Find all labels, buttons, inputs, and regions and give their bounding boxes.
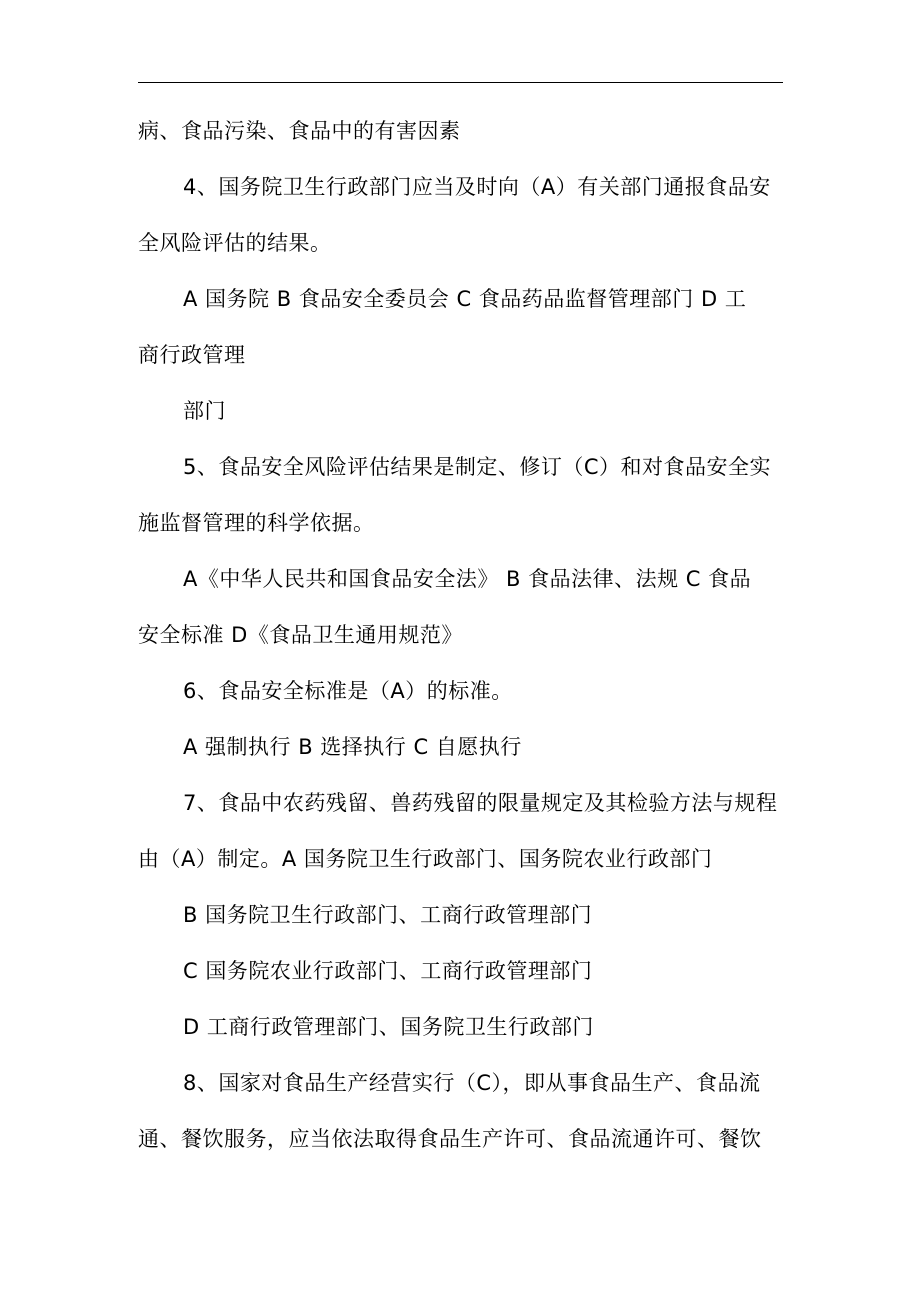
text-line-1: 病、食品污染、食品中的有害因素 [138, 119, 461, 143]
question-8-line-2: 通、餐饮服务，应当依法取得食品生产许可、食品流通许可、餐饮 [138, 1127, 762, 1151]
question-7-option-d: D 工商行政管理部门、国务院卫生行政部门 [183, 1015, 594, 1039]
question-6-options: A 强制执行 B 选择执行 C 自愿执行 [183, 735, 522, 759]
question-4-options-line-2: 商行政管理 [138, 343, 246, 367]
question-6-line-1: 6、食品安全标准是（A）的标准。 [183, 679, 513, 703]
question-8-line-1: 8、国家对食品生产经营实行（C），即从事食品生产、食品流 [183, 1071, 761, 1095]
question-4-line-1: 4、国务院卫生行政部门应当及时向（A）有关部门通报食品安 [183, 175, 771, 199]
question-5-options-line-1: A《中华人民共和国食品安全法》 B 食品法律、法规 C 食品 [183, 567, 752, 591]
question-7-line-2: 由（A）制定。A 国务院卫生行政部门、国务院农业行政部门 [138, 847, 713, 871]
question-5-options-line-2: 安全标准 D《食品卫生通用规范》 [138, 623, 463, 647]
question-4-line-2: 全风险评估的结果。 [138, 231, 332, 255]
question-4-options-line-1: A 国务院 B 食品安全委员会 C 食品药品监督管理部门 D 工 [183, 287, 747, 311]
question-4-options-line-3: 部门 [183, 399, 226, 423]
question-5-line-1: 5、食品安全风险评估结果是制定、修订（C）和对食品安全实 [183, 455, 772, 479]
header-rule [138, 82, 783, 83]
question-5-line-2: 施监督管理的科学依据。 [138, 511, 375, 535]
question-7-line-1: 7、食品中农药残留、兽药残留的限量规定及其检验方法与规程 [183, 791, 778, 815]
question-7-option-c: C 国务院农业行政部门、工商行政管理部门 [183, 959, 593, 983]
question-7-option-b: B 国务院卫生行政部门、工商行政管理部门 [183, 903, 593, 927]
